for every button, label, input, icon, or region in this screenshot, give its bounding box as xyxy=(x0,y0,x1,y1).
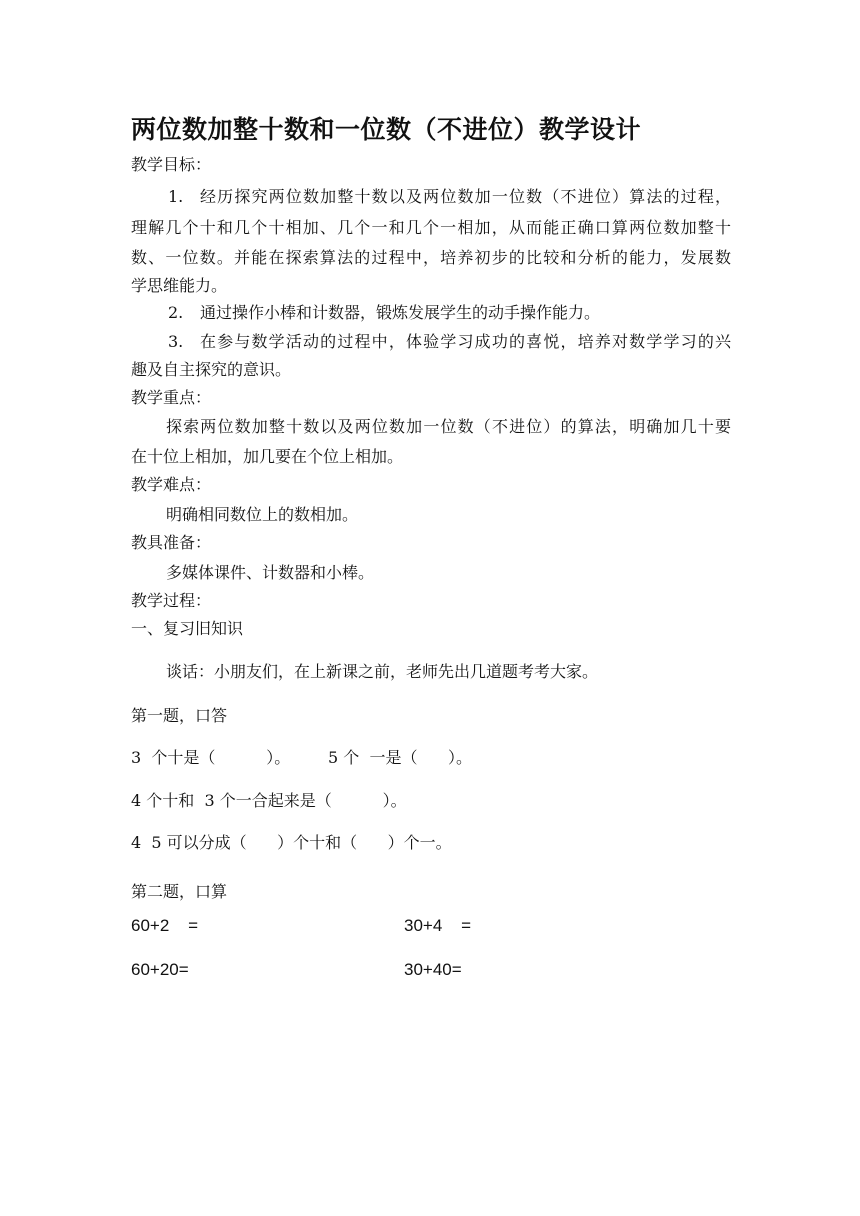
objective-3-number: 3. xyxy=(168,332,184,351)
question-1-line-1a: 3 个十是（ ）。 xyxy=(131,748,291,767)
objectives-heading: 教学目标： xyxy=(131,155,212,174)
arith-30-40: 30+40= xyxy=(404,960,462,979)
objective-3-line-2: 趣及自主探究的意识。 xyxy=(131,360,292,379)
question-1-label: 第一题，口答 xyxy=(131,706,228,725)
materials-heading: 教具准备： xyxy=(131,533,212,552)
objective-1-number: 1. xyxy=(168,187,184,206)
key-points-heading: 教学重点： xyxy=(131,388,212,407)
arith-30-4: 30+4 = xyxy=(404,916,472,935)
key-points-line-1: 探索两位数加整十数以及两位数加一位数（不进位）的算法，明确加几十要 xyxy=(166,417,731,436)
section-1-heading: 一、复习旧知识 xyxy=(131,619,244,638)
materials-text: 多媒体课件、计数器和小棒。 xyxy=(166,563,375,582)
objective-1-line-2: 理解几个十和几个十相加、几个一和几个一相加，从而能正确口算两位数加整十 xyxy=(131,218,731,237)
question-1-line-1b: 5 个 一是（ ）。 xyxy=(328,748,472,767)
teacher-talk: 谈话：小朋友们，在上新课之前，老师先出几道题考考大家。 xyxy=(166,662,599,681)
objective-3-line-1: 在参与数学活动的过程中，体验学习成功的喜悦，培养对数学学习的兴 xyxy=(200,332,731,351)
question-2-label: 第二题，口算 xyxy=(131,882,228,901)
arith-60-2: 60+2 = xyxy=(131,916,199,935)
question-1-line-3: 4 5 可以分成（ ）个十和（ ）个一。 xyxy=(131,833,452,852)
difficulties-text: 明确相同数位上的数相加。 xyxy=(166,505,359,524)
objective-2-text: 通过操作小棒和计数器，锻炼发展学生的动手操作能力。 xyxy=(200,303,601,322)
difficulties-heading: 教学难点： xyxy=(131,475,212,494)
objective-1-line-3: 数、一位数。并能在探索算法的过程中，培养初步的比较和分析的能力，发展数 xyxy=(131,248,731,267)
process-heading: 教学过程： xyxy=(131,591,212,610)
arith-60-20: 60+20= xyxy=(131,960,189,979)
question-1-line-2: 4 个十和 3 个一合起来是（ ）。 xyxy=(131,791,407,810)
key-points-line-2: 在十位上相加，加几要在个位上相加。 xyxy=(131,447,404,466)
objective-1-line-1: 经历探究两位数加整十数以及两位数加一位数（不进位）算法的过程， xyxy=(200,187,731,206)
document-title: 两位数加整十数和一位数（不进位）教学设计 xyxy=(131,115,642,144)
objective-1-line-4: 学思维能力。 xyxy=(131,276,228,295)
objective-2-number: 2. xyxy=(168,303,184,322)
